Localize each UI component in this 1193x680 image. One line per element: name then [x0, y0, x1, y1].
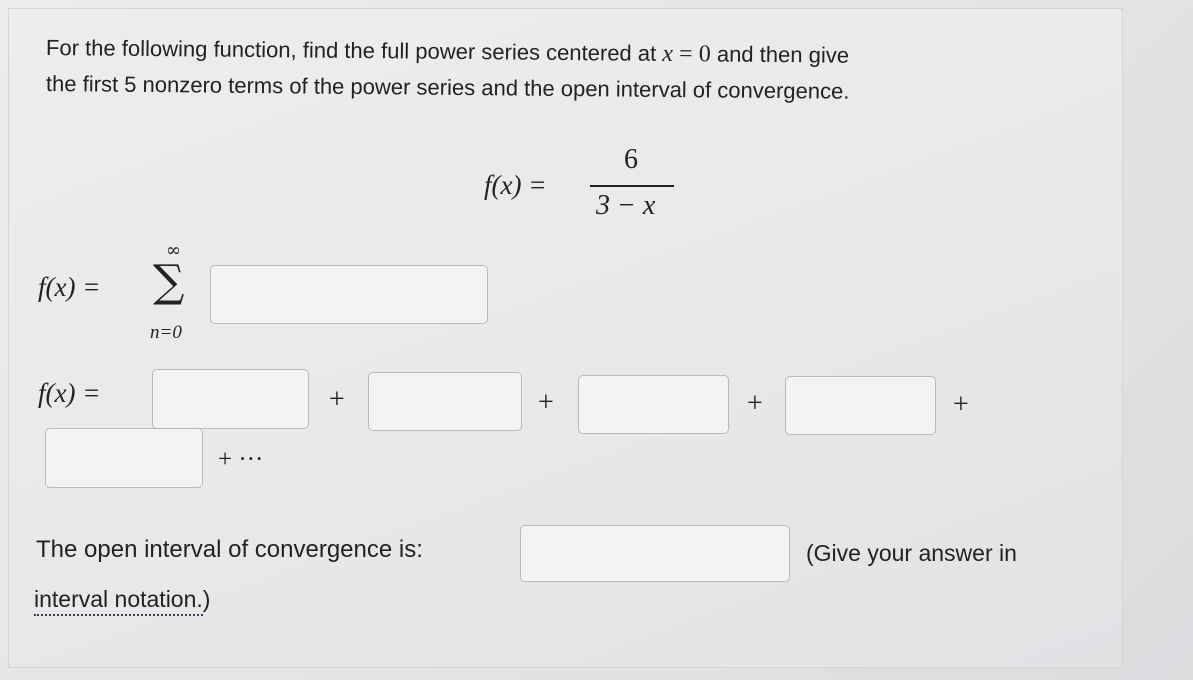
- sigma-upper-limit: ∞: [166, 240, 181, 261]
- interval-input[interactable]: [520, 525, 790, 582]
- sigma-lower-limit: n=0: [150, 322, 182, 343]
- term-input-4[interactable]: [785, 376, 936, 435]
- term-input-1[interactable]: [152, 369, 309, 429]
- series-continuation: + ···: [218, 446, 264, 473]
- term-input-2[interactable]: [368, 372, 522, 431]
- plus-sign-1: +: [329, 384, 345, 415]
- expansion-lhs: f(x) =: [38, 378, 101, 408]
- fraction-bar: [590, 185, 674, 187]
- function-definition: [484, 144, 684, 230]
- plus-sign-2: +: [538, 387, 554, 418]
- interval-notation-link[interactable]: interval notation.: [34, 586, 203, 616]
- question-panel: [8, 8, 1123, 668]
- prompt-line-2: the first 5 nonzero terms of the power series and the open interval of convergence.: [45, 71, 850, 104]
- function-lhs: f(x) =: [484, 170, 547, 200]
- function-denominator: 3 − x: [596, 190, 656, 221]
- term-input-5[interactable]: [45, 428, 203, 488]
- plus-sign-4: +: [953, 389, 969, 420]
- sigma-symbol: ∑: [153, 256, 185, 307]
- prompt-value: 0: [698, 41, 711, 68]
- interval-hint-line-2: [34, 586, 210, 613]
- interval-hint-close: ): [202, 586, 211, 612]
- prompt-variable: x: [662, 40, 674, 68]
- prompt-equals: =: [678, 41, 693, 68]
- prompt-text-a: For the following function, find the full power series centered at: [45, 35, 657, 66]
- series-general-term-input[interactable]: [210, 265, 488, 324]
- prompt-text-b: and then give: [716, 41, 850, 68]
- question-prompt: [45, 32, 1116, 104]
- plus-sign-3: +: [747, 388, 763, 419]
- prompt-line-1: [46, 32, 1116, 74]
- interval-label: The open interval of convergence is:: [36, 536, 423, 563]
- series-lhs: f(x) =: [38, 272, 101, 302]
- term-input-3[interactable]: [578, 375, 729, 434]
- function-numerator: 6: [624, 144, 638, 175]
- interval-hint: (Give your answer in: [806, 540, 1017, 566]
